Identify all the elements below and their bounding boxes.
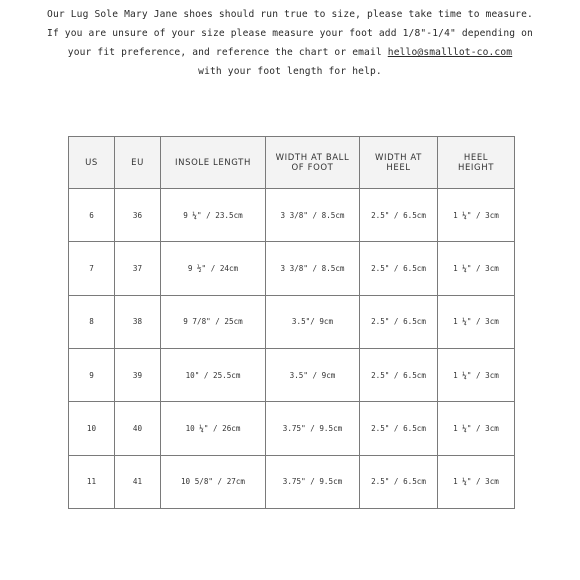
cell-width-at-heel: 2.5" / 6.5cm xyxy=(360,402,438,455)
cell-heel-height: 1 ¼" / 3cm xyxy=(438,348,515,401)
cell-eu: 37 xyxy=(115,242,161,295)
cell-insole-length: 10 ¼" / 26cm xyxy=(161,402,266,455)
cell-us: 11 xyxy=(69,455,115,508)
table-row xyxy=(69,402,515,455)
cell-heel-height: 1 ¼" / 3cm xyxy=(438,295,515,348)
cell-width-at-ball: 3 3/8" / 8.5cm xyxy=(266,242,360,295)
cell-insole-length: 9 7/8" / 25cm xyxy=(161,295,266,348)
cell-width-at-heel: 2.5" / 6.5cm xyxy=(360,295,438,348)
cell-eu: 41 xyxy=(115,455,161,508)
header-eu: EU xyxy=(115,137,161,189)
cell-us: 7 xyxy=(69,242,115,295)
table-header-row xyxy=(69,137,515,189)
table-row xyxy=(69,348,515,401)
table-row xyxy=(69,242,515,295)
cell-heel-height: 1 ¼" / 3cm xyxy=(438,189,515,242)
intro-line-1: Our Lug Sole Mary Jane shoes should run true to size, please take time to measure. xyxy=(47,9,533,20)
cell-eu: 38 xyxy=(115,295,161,348)
header-width-at-ball: WIDTH AT BALL OF FOOT xyxy=(266,137,360,189)
cell-width-at-ball: 3.75" / 9.5cm xyxy=(266,455,360,508)
intro-line-3 xyxy=(0,43,580,62)
cell-us: 9 xyxy=(69,348,115,401)
intro-line-2: If you are unsure of your size please measure your foot add 1/8"-1/4" depending on xyxy=(47,28,533,39)
cell-eu: 40 xyxy=(115,402,161,455)
intro-line-3-text: your fit preference, and reference the chart or email xyxy=(67,47,388,58)
cell-width-at-heel: 2.5" / 6.5cm xyxy=(360,242,438,295)
size-chart-table xyxy=(68,136,515,509)
cell-insole-length: 9 ¼" / 23.5cm xyxy=(161,189,266,242)
table-row xyxy=(69,189,515,242)
cell-width-at-ball: 3.75" / 9.5cm xyxy=(266,402,360,455)
header-us: US xyxy=(69,137,115,189)
email-link[interactable]: hello@smalllot-co.com xyxy=(387,47,513,58)
cell-us: 8 xyxy=(69,295,115,348)
cell-width-at-ball: 3 3/8" / 8.5cm xyxy=(266,189,360,242)
header-insole-length: INSOLE LENGTH xyxy=(161,137,266,189)
cell-eu: 39 xyxy=(115,348,161,401)
table-row xyxy=(69,295,515,348)
header-width-at-heel: WIDTH AT HEEL xyxy=(360,137,438,189)
cell-us: 6 xyxy=(69,189,115,242)
table-row xyxy=(69,455,515,508)
cell-insole-length: 9 ½" / 24cm xyxy=(161,242,266,295)
intro-line-4: with your foot length for help. xyxy=(198,66,382,77)
cell-insole-length: 10 5/8" / 27cm xyxy=(161,455,266,508)
cell-heel-height: 1 ¼" / 3cm xyxy=(438,242,515,295)
cell-insole-length: 10" / 25.5cm xyxy=(161,348,266,401)
cell-us: 10 xyxy=(69,402,115,455)
cell-width-at-heel: 2.5" / 6.5cm xyxy=(360,189,438,242)
cell-eu: 36 xyxy=(115,189,161,242)
cell-width-at-ball: 3.5"/ 9cm xyxy=(266,295,360,348)
cell-width-at-ball: 3.5" / 9cm xyxy=(266,348,360,401)
cell-heel-height: 1 ¼" / 3cm xyxy=(438,402,515,455)
header-heel-height: HEEL HEIGHT xyxy=(438,137,515,189)
cell-width-at-heel: 2.5" / 6.5cm xyxy=(360,348,438,401)
cell-width-at-heel: 2.5" / 6.5cm xyxy=(360,455,438,508)
intro-text xyxy=(0,5,580,81)
cell-heel-height: 1 ¼" / 3cm xyxy=(438,455,515,508)
